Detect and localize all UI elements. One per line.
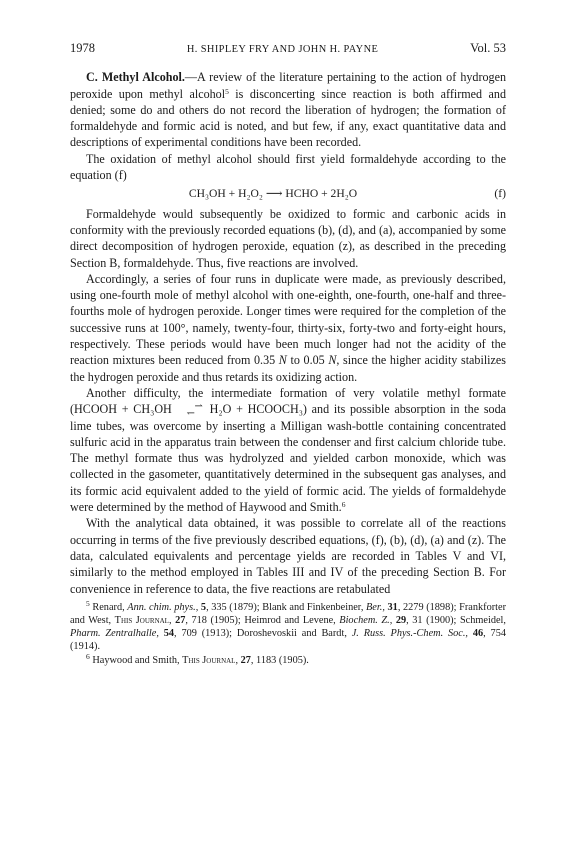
fn-text: Haywood and Smith, — [89, 654, 183, 666]
journal-name: Ann. chim. phys., — [127, 601, 199, 613]
formate-text-b: H₂O + HCOOCH₃) and its possible absorption in the soda lime tubes, was overcome by inserting a Milligan wash-bottle containing concentrated sulfuric acid in the apparatus train between the condenser and first calcium chloride tube. The methyl formate thus was hydrolyzed and yielded carbon monoxide, which was collected in the gasometer, quantitatively determined in the subsequent gas analyses, and its formic acid equivalent added to the yield of formic acid. The yields of formaldehyde were determined by the method of Haywood and Smith. — [70, 402, 506, 515]
fn-text: , 709 (1913); Doroshevoskii and Bardt, — [174, 628, 352, 640]
volume-number: 54 — [163, 628, 175, 640]
footnote-6 — [70, 651, 506, 667]
equilibrium-arrow-bottom: ↽ — [186, 408, 195, 420]
formaldehyde-paragraph: Formaldehyde would subsequently be oxidized to formic and carbonic acids in conformity with the previously recorded equations (b), (d), and (a), accompanied by some direct decomposition of hydrogen peroxide, equation (z), as described in the preceding Section B, formaldehyde. Thus, five reactions are involved. — [70, 206, 506, 270]
intro-text-a: —A review of the literature pertaining to the action of hydrogen peroxide upon methyl alcohol — [70, 70, 506, 101]
equilibrium-arrow-icon — [179, 401, 203, 420]
journal-name: Ber., — [366, 601, 385, 613]
runs-text-c: , since the higher acidity stabilizes the hydrogen peroxide and thus retards its oxidizing action. — [70, 353, 506, 384]
fn-text: , 31 (1900); Schmeidel, — [406, 615, 506, 626]
journal-name: This Journal, — [114, 615, 172, 626]
footnote-mark: 5 — [86, 598, 90, 608]
section-label: C. — [86, 70, 98, 85]
equation-f-body — [70, 186, 436, 202]
fn-text: , 718 (1905); Heimrod and Levene, — [185, 615, 340, 626]
journal-name: J. Russ. Phys.-Chem. Soc., — [351, 628, 469, 640]
volume-number: 5 — [200, 601, 207, 613]
section-title: Methyl Alcohol. — [101, 70, 185, 85]
footnotes — [70, 598, 507, 667]
oxidation-paragraph: The oxidation of methyl alcohol should first yield formaldehyde according to the equation (f) — [70, 151, 506, 183]
normality-symbol: N — [328, 353, 337, 368]
volume-number: 27 — [240, 654, 251, 666]
volume-number: 31 — [387, 601, 398, 613]
journal-name: Biochem. Z., — [339, 615, 393, 626]
fn-text: , 1183 (1905). — [250, 654, 309, 666]
section-c-intro-paragraph — [70, 69, 506, 150]
normality-symbol: N — [278, 353, 287, 368]
intro-text-b: is disconcerting since reaction is both affirmed and denied; some do and others do not record the liberation of hydrogen; the formation of formaldehyde and formic acid is noted, and but few, if any, exact quantitative data and descriptions of experimental conditions have been recorded. — [70, 86, 506, 150]
running-title: H. SHIPLEY FRY AND JOHN H. PAYNE — [186, 44, 379, 55]
analytical-data-paragraph: With the analytical data obtained, it was possible to correlate all of the reactions occurring in terms of the five previously described equations, (f), (b), (d), (a) and (z). The data, calculated equivalents and percentage yields are recorded in Tables V and VI, similarly to the method employed in Tables III and IV of the preceding Section B. For convenience in reference to data, the five reactions are retabulated — [70, 516, 506, 596]
reaction-arrow-icon: ⟶ — [265, 187, 283, 201]
journal-name: This Journal, — [182, 654, 239, 666]
footnote-5 — [70, 598, 507, 654]
equation-f-lhs: CH₃OH + H₂O₂ — [188, 187, 263, 201]
footnote-mark: 6 — [86, 651, 90, 661]
fn-text: , 2279 (1898); Frankforter and West, — [70, 601, 507, 626]
runs-text-b: to 0.05 — [286, 353, 329, 368]
volume-number: 46 — [472, 628, 484, 640]
fn-text: Renard, — [89, 601, 128, 613]
runs-text-a: Accordingly, a series of four runs in duplicate were made, as previously described, using one-fourth mole of methyl alcohol with one-eighth, one-fourth, one-half and three-fourths mole of hydrogen peroxide. Longer times were required for the completion of the successive runs at 100°, namely, twenty-four, thirty-six, forty-two and forty-eight hours, respectively. These periods would have been much longer had not the acidity of the reaction mixtures been reduced from 0.35 — [70, 271, 506, 368]
volume-number: 27 — [175, 615, 186, 626]
running-header — [70, 40, 506, 58]
runs-paragraph — [70, 271, 506, 385]
formate-text-a: Another difficulty, the intermediate formation of very volatile methyl formate (HCOOH + CH₃OH — [70, 385, 506, 417]
equation-f-label: (f) — [494, 187, 506, 201]
volume-number: 29 — [395, 615, 407, 626]
footnote-ref-6: 6 — [341, 500, 346, 510]
methyl-formate-paragraph — [70, 385, 506, 515]
footnote-ref-5: 5 — [225, 86, 229, 96]
equation-f — [70, 186, 506, 202]
page-number: 1978 — [70, 41, 95, 55]
fn-text: , 335 (1879); Blank and Finkenbeiner, — [206, 601, 367, 613]
equation-f-rhs: HCHO + 2H₂O — [285, 187, 358, 201]
fn-text: , 754 (1914). — [70, 628, 506, 653]
volume-label: Vol. 53 — [470, 41, 506, 55]
equilibrium-arrow-top: ⇀ — [194, 401, 203, 413]
journal-name: Pharm. Zentralhalle, — [70, 628, 159, 640]
journal-page — [70, 40, 506, 667]
